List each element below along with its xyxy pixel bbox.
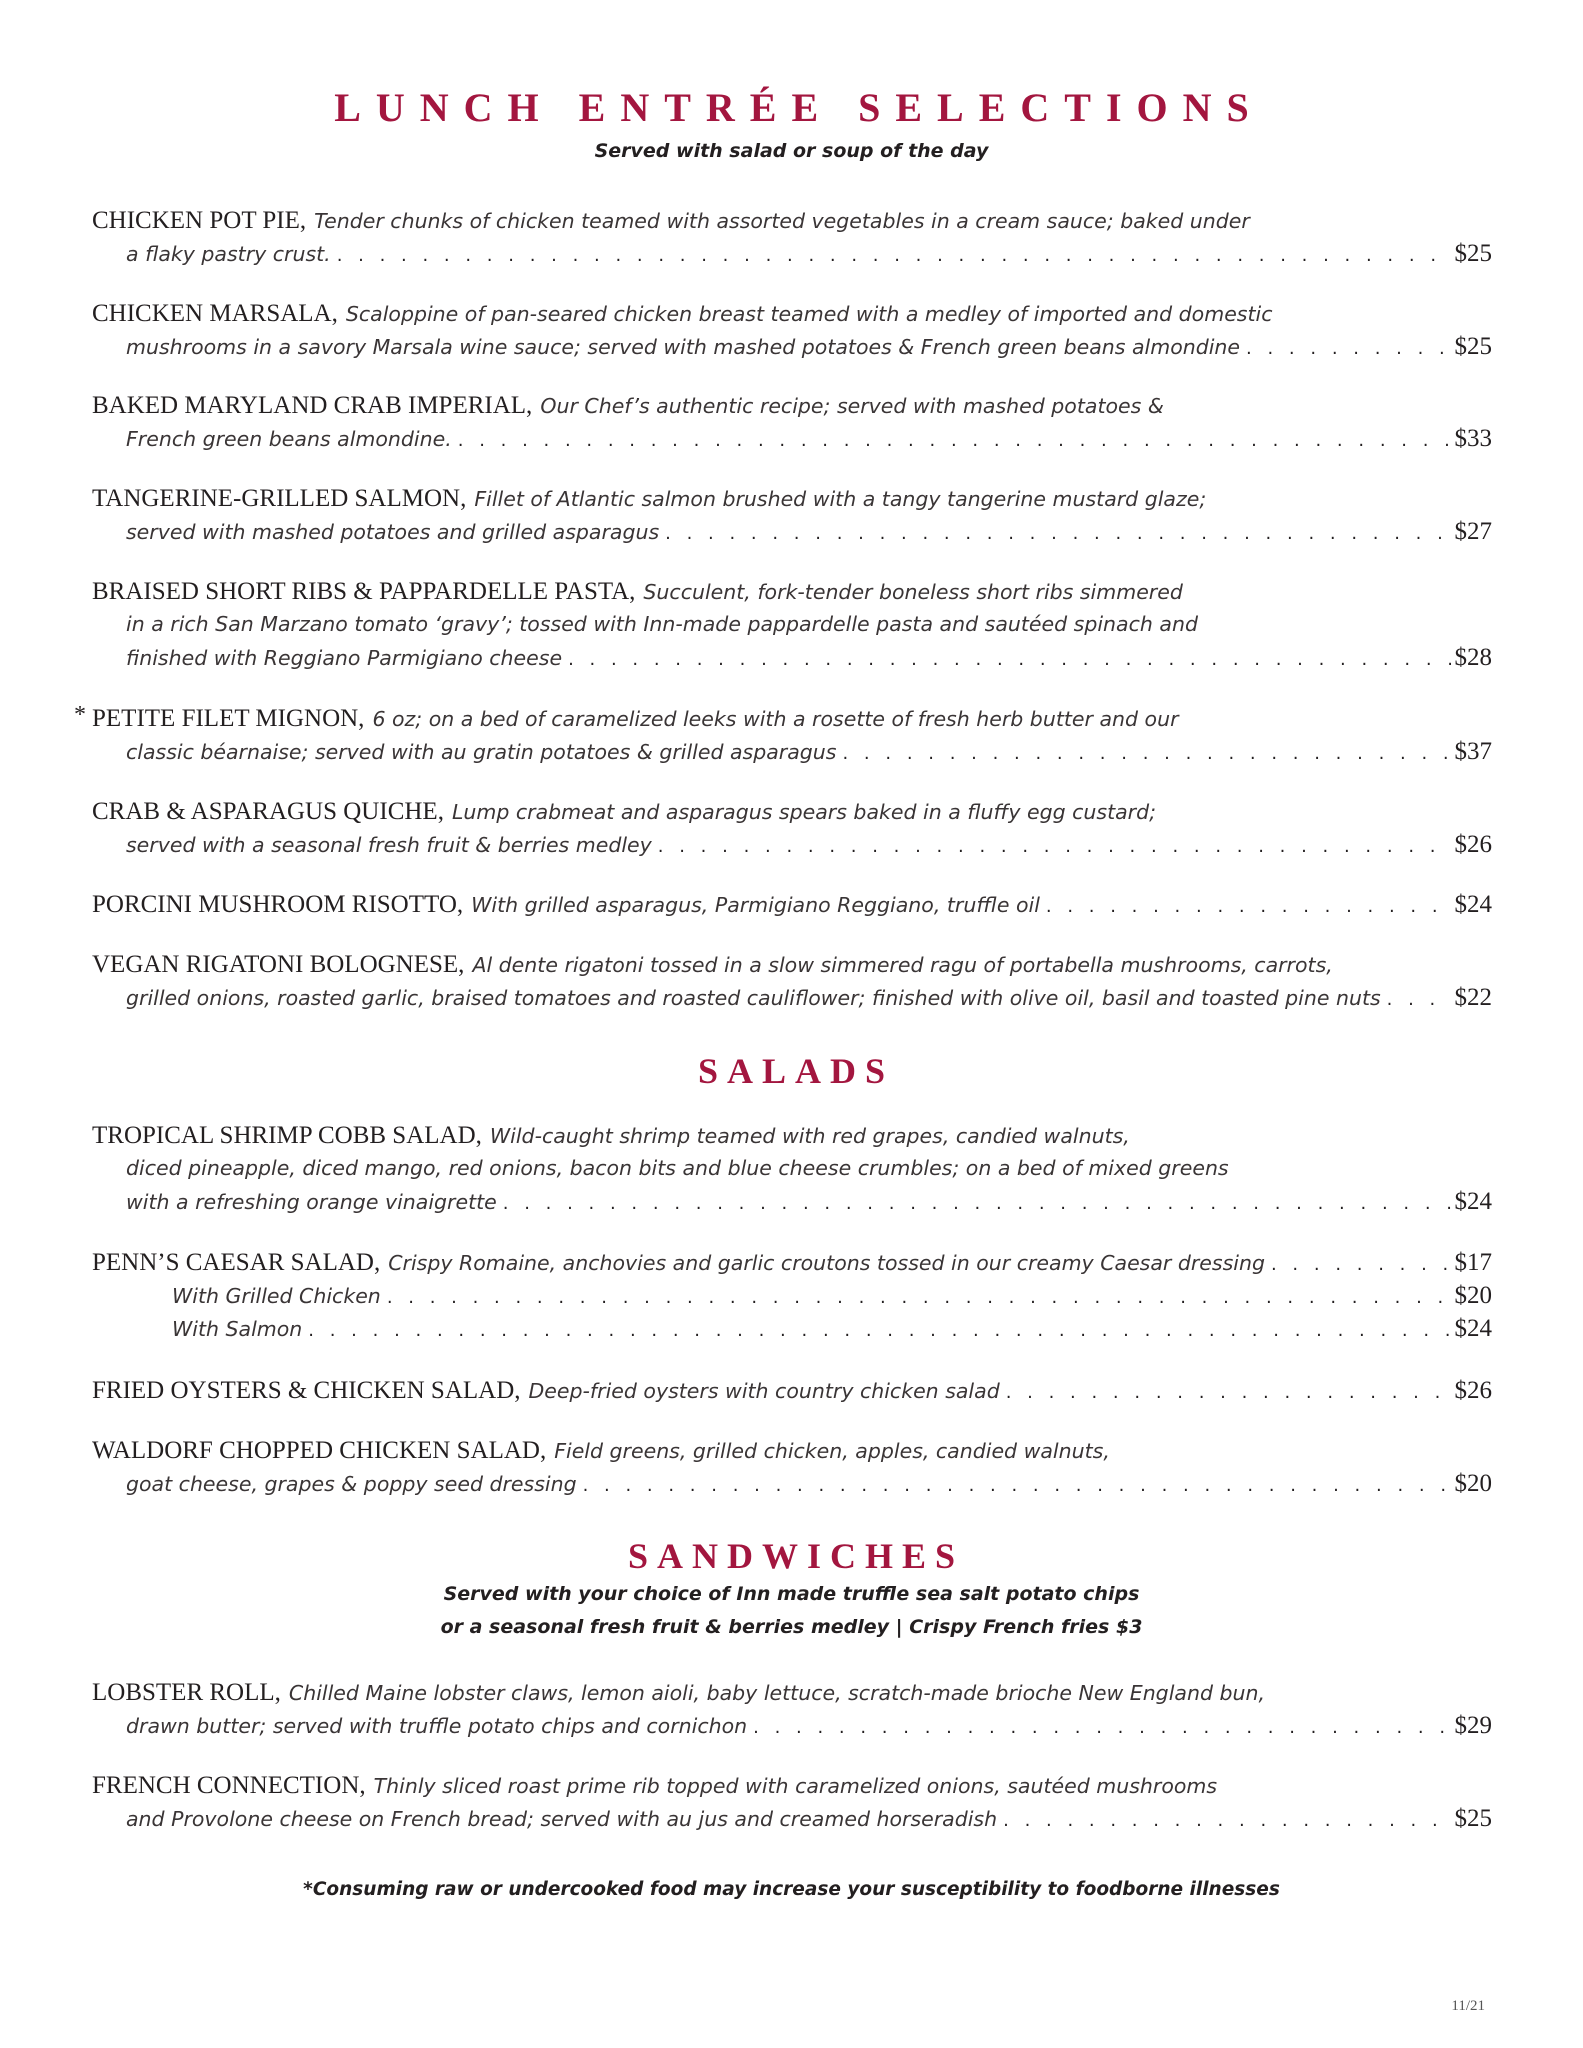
menu-item-tangerine-salmon: [92, 482, 1492, 548]
item-description: Fillet of Atlantic salmon brushed with a tangy tangerine mustard glaze;: [474, 487, 1207, 511]
item-description: finished with Reggiano Parmigiano cheese: [126, 646, 563, 670]
item-description: Our Chef’s authentic recipe; served with mashed potatoes &: [540, 394, 1164, 418]
item-name: BRAISED SHORT RIBS & PAPPARDELLE PASTA,: [92, 578, 636, 605]
item-price: $20: [1454, 1470, 1492, 1497]
item-description: Field greens, grilled chicken, apples, candied walnuts,: [554, 1439, 1110, 1463]
item-name: WALDORF CHOPPED CHICKEN SALAD,: [92, 1437, 547, 1464]
menu-item-shrimp-cobb: [92, 1119, 1492, 1218]
item-description: Chilled Maine lobster claws, lemon aioli, baby lettuce, scratch-made brioche New England bun,: [288, 1681, 1265, 1705]
item-name: PENN’S CAESAR SALAD,: [92, 1249, 381, 1276]
item-price: $24: [1454, 891, 1492, 918]
item-price: $27: [1454, 518, 1492, 545]
dot-leader: [842, 737, 1450, 770]
item-price: $25: [1454, 240, 1492, 267]
lunch-subtitle: Served with salad or soup of the day: [594, 140, 989, 162]
item-description: in a rich San Marzano tomato ‘gravy’; tossed with Inn-made pappardelle pasta and sautéed spinach and: [126, 612, 1198, 636]
item-description: Thinly sliced roast prime rib topped with caramelized onions, sautéed mushrooms: [373, 1774, 1218, 1798]
item-description: French green beans almondine.: [126, 427, 452, 451]
item-name: PORCINI MUSHROOM RISOTTO,: [92, 891, 464, 918]
dot-leader: [458, 424, 1451, 457]
item-price: $17: [1454, 1249, 1492, 1276]
item-description: and Provolone cheese on French bread; served with au jus and creamed horseradish: [126, 1807, 998, 1831]
item-name: CRAB & ASPARAGUS QUICHE,: [92, 798, 444, 825]
item-name: CHICKEN POT PIE,: [92, 207, 307, 234]
item-name: PETITE FILET MIGNON,: [92, 705, 365, 732]
item-name: TANGERINE-GRILLED SALMON,: [92, 485, 467, 512]
dot-leader: [568, 643, 1450, 676]
item-name: FRIED OYSTERS & CHICKEN SALAD,: [92, 1377, 521, 1404]
item-price: $29: [1454, 1712, 1492, 1739]
menu-item-caesar-salad: [92, 1246, 1492, 1345]
dot-leader: [1271, 1248, 1451, 1281]
salads-heading: SALADS: [697, 1051, 895, 1091]
menu-item-lobster-roll: [92, 1676, 1492, 1742]
sandwiches-subtitle: or a seasonal fresh fruit & berries medley | Crispy French fries $3: [440, 1616, 1143, 1638]
menu-item-porcini-risotto: [92, 888, 1492, 921]
item-description: Wild-caught shrimp teamed with red grapes, candied walnuts,: [489, 1124, 1130, 1148]
dot-leader: [583, 1469, 1451, 1502]
revision-date: 11/21: [1451, 1998, 1485, 2014]
item-price: $37: [1454, 738, 1492, 765]
item-price: $22: [1454, 984, 1492, 1011]
dot-leader: [1006, 1376, 1451, 1409]
item-description: Deep-fried oysters with country chicken salad: [528, 1379, 1000, 1403]
item-name: TROPICAL SHRIMP COBB SALAD,: [92, 1122, 482, 1149]
item-description: served with a seasonal fresh fruit & berries medley: [126, 833, 652, 857]
item-name: FRENCH CONNECTION,: [92, 1772, 366, 1799]
item-price: $25: [1454, 1805, 1492, 1832]
add-on-price: $20: [1454, 1282, 1492, 1309]
menu-item-fried-oysters: [92, 1374, 1492, 1407]
item-name: LOBSTER ROLL,: [92, 1679, 281, 1706]
item-description: mushrooms in a savory Marsala wine sauce; served with mashed potatoes & French green beans almondine: [126, 335, 1241, 359]
dot-leader: [387, 1281, 1451, 1314]
item-description: 6 oz; on a bed of caramelized leeks with a rosette of fresh herb butter and our: [372, 707, 1179, 731]
menu-item-waldorf-salad: [92, 1434, 1492, 1500]
menu-item-chicken-pot-pie: [92, 204, 1492, 270]
sandwiches-subtitle: Served with your choice of Inn made truffle sea salt potato chips: [443, 1583, 1140, 1605]
dot-leader: [1246, 332, 1450, 365]
add-on-price: $24: [1454, 1315, 1492, 1342]
item-description: classic béarnaise; served with au gratin potatoes & grilled asparagus: [126, 740, 837, 764]
dot-leader: [665, 517, 1450, 550]
item-description: Al dente rigatoni tossed in a slow simmered ragu of portabella mushrooms, carrots,: [472, 953, 1333, 977]
dot-leader: [1003, 1804, 1450, 1837]
item-description: grilled onions, roasted garlic, braised tomatoes and roasted cauliflower; finished with olive oil, basil and toasted pine nuts: [126, 986, 1381, 1010]
menu-item-short-ribs: [92, 575, 1492, 674]
item-name: CHICKEN MARSALA,: [92, 300, 338, 327]
item-description: Crispy Romaine, anchovies and garlic croutons tossed in our creamy Caesar dressing: [388, 1251, 1265, 1275]
item-description: drawn butter; served with truffle potato chips and cornichon: [126, 1714, 748, 1738]
item-name: VEGAN RIGATONI BOLOGNESE,: [92, 951, 465, 978]
sandwiches-heading: SANDWICHES: [627, 1536, 965, 1576]
item-description: a flaky pastry crust.: [126, 242, 331, 266]
dot-leader: [1387, 983, 1451, 1016]
item-price: $25: [1454, 333, 1492, 360]
item-price: $24: [1454, 1188, 1492, 1215]
menu-item-filet-mignon: [74, 702, 1492, 768]
menu-item-french-connection: [92, 1769, 1492, 1835]
raw-food-asterisk: *: [74, 702, 86, 728]
item-description: Tender chunks of chicken teamed with assorted vegetables in a cream sauce; baked under: [314, 209, 1250, 233]
add-on-option: With Salmon: [172, 1317, 303, 1341]
dot-leader: [503, 1187, 1451, 1220]
item-description: with a refreshing orange vinaigrette: [126, 1190, 497, 1214]
menu-item-crab-quiche: [92, 795, 1492, 861]
item-price: $26: [1454, 831, 1492, 858]
menu-item-vegan-rigatoni: [92, 948, 1492, 1014]
item-description: Succulent, fork-tender boneless short ribs simmered: [643, 580, 1183, 604]
item-description: Lump crabmeat and asparagus spears baked in a fluffy egg custard;: [451, 800, 1157, 824]
item-description: With grilled asparagus, Parmigiano Reggiano, truffle oil: [471, 893, 1040, 917]
add-on-option: With Grilled Chicken: [172, 1284, 381, 1308]
item-price: $26: [1454, 1377, 1492, 1404]
menu-item-crab-imperial: [92, 389, 1492, 455]
dot-leader: [1046, 890, 1451, 923]
dot-leader: [658, 830, 1451, 863]
dot-leader: [337, 239, 1451, 272]
item-price: $28: [1454, 644, 1492, 671]
item-description: goat cheese, grapes & poppy seed dressing: [126, 1472, 577, 1496]
raw-food-warning: *Consuming raw or undercooked food may increase your susceptibility to foodborne illnesses: [303, 1879, 1280, 1900]
menu-item-chicken-marsala: [92, 297, 1492, 363]
dot-leader: [753, 1711, 1450, 1744]
item-description: Scaloppine of pan-seared chicken breast teamed with a medley of imported and domestic: [345, 302, 1273, 326]
lunch-entree-heading: LUNCH ENTRÉE SELECTIONS: [334, 85, 1264, 130]
item-name: BAKED MARYLAND CRAB IMPERIAL,: [92, 392, 533, 419]
item-description: served with mashed potatoes and grilled asparagus: [126, 520, 660, 544]
item-price: $33: [1454, 425, 1492, 452]
item-description: diced pineapple, diced mango, red onions, bacon bits and blue cheese crumbles; on a bed of mixed greens: [126, 1156, 1229, 1180]
dot-leader: [308, 1314, 1450, 1347]
